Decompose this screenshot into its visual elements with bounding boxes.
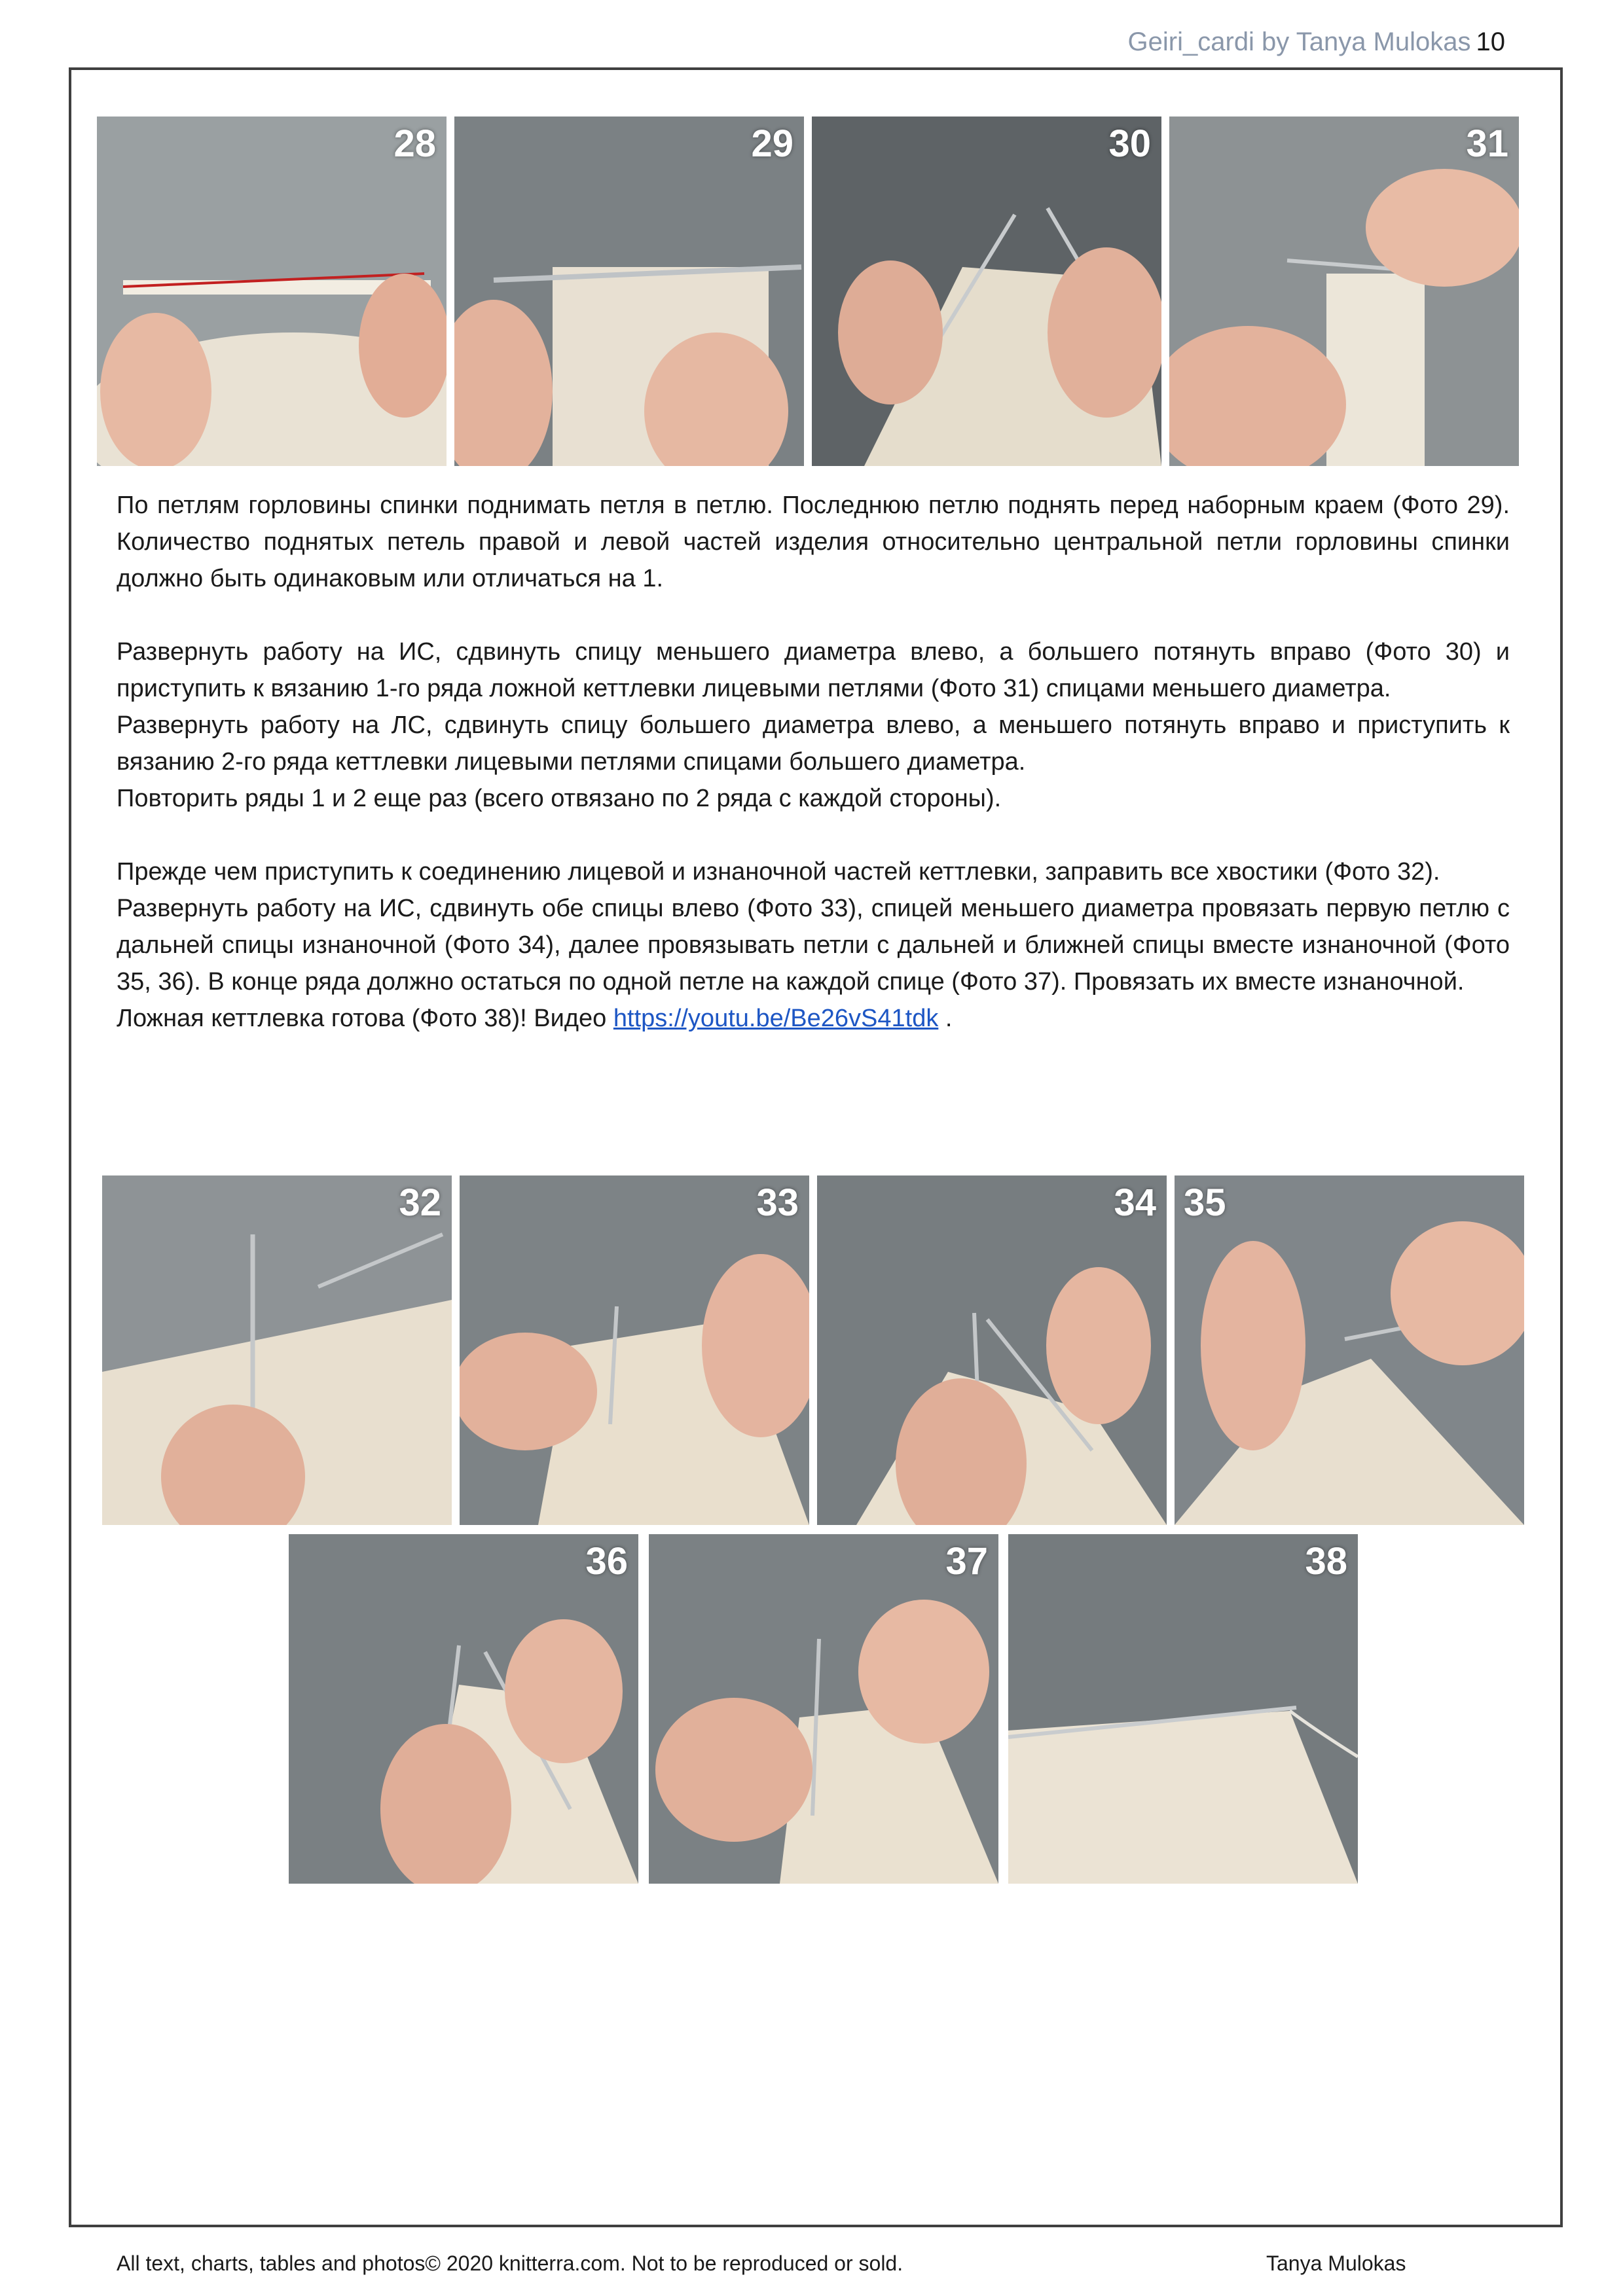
knitting-photo-image (454, 117, 804, 466)
knitting-photo-image (460, 1175, 809, 1525)
photo-30 (812, 117, 1161, 466)
photo-number: 33 (756, 1181, 799, 1224)
page-number: 10 (1476, 27, 1505, 56)
photo-38 (1008, 1534, 1358, 1884)
paragraph: Прежде чем приступить к соединению лицевой и изнаночной частей кеттлевки, заправить все хвостики (Фото 32). (117, 858, 1440, 886)
knitting-photo-image (1169, 117, 1519, 466)
photo-number: 31 (1466, 122, 1508, 165)
paragraph: Повторить ряды 1 и 2 еще раз (всего отвязано по 2 ряда с каждой стороны). (117, 785, 1002, 812)
photo-36 (289, 1534, 638, 1884)
photo-number: 29 (751, 122, 793, 165)
knitting-photo-image (817, 1175, 1167, 1525)
photo-33 (460, 1175, 809, 1525)
photo-number: 28 (393, 122, 436, 165)
photo-number: 32 (399, 1181, 441, 1224)
photo-35 (1175, 1175, 1524, 1525)
video-suffix: . (938, 1005, 953, 1032)
paragraph: Развернуть работу на ИС, сдвинуть обе спицы влево (Фото 33), спицей меньшего диаметра провязать первую петлю с дальней спицы изнаночной (Фото 34), далее провязывать петли с дальней и ближней спицы вместе изнаночной (Фото 35, 36). В конце ряда должно остаться по одной петле на каждой спице (Фото 37). Провязать их вместе изнаночной. (117, 895, 1510, 996)
knitting-photo-image (649, 1534, 998, 1884)
paragraph-video (117, 1000, 1510, 1037)
footer-author: Tanya Mulokas (1266, 2251, 1406, 2275)
page-header (1128, 27, 1505, 57)
photo-28 (97, 117, 447, 466)
photo-number: 37 (945, 1540, 988, 1583)
knitting-photo-image (1008, 1534, 1358, 1884)
photo-32 (102, 1175, 452, 1525)
knitting-photo-image (289, 1534, 638, 1884)
photo-number: 38 (1305, 1540, 1347, 1583)
knitting-photo-image (812, 117, 1161, 466)
paragraph: Развернуть работу на ИС, сдвинуть спицу меньшего диаметра влево, а большего потянуть вправо (Фото 30) и приступить к вязанию 1-го ряда ложной кеттлевки лицевыми петлями (Фото 31) спицами меньшего диаметра. (117, 638, 1510, 702)
photo-number: 34 (1114, 1181, 1156, 1224)
video-link[interactable]: https://youtu.be/Be26vS41tdk (613, 1005, 939, 1032)
photo-29 (454, 117, 804, 466)
photo-number: 35 (1184, 1181, 1226, 1224)
video-label: Ложная кеттлевка готова (Фото 38)! Видео (117, 1005, 613, 1032)
photo-number: 36 (585, 1540, 628, 1583)
knitting-photo-image (102, 1175, 452, 1525)
photo-number: 30 (1108, 122, 1151, 165)
photo-31 (1169, 117, 1519, 466)
photo-37 (649, 1534, 998, 1884)
knitting-photo-image (1175, 1175, 1524, 1525)
paragraph: По петлям горловины спинки поднимать петля в петлю. Последнюю петлю поднять перед наборным краем (Фото 29). Количество поднятых петель правой и левой частей изделия относительно центральной петли горловины спинки должно быть одинаковым или отличаться на 1. (117, 492, 1510, 592)
knitting-photo-image (97, 117, 447, 466)
footer-copyright: All text, charts, tables and photos© 2020 knitterra.com. Not to be reproduced or sold. (117, 2251, 903, 2275)
paragraph: Развернуть работу на ЛС, сдвинуть спицу большего диаметра влево, а меньшего потянуть вправо и приступить к вязанию 2-го ряда кеттлевки лицевыми петлями спицами большего диаметра. (117, 711, 1510, 776)
document-title: Geiri_cardi by Tanya Mulokas (1127, 27, 1471, 56)
instructions-text (117, 487, 1510, 1037)
photo-34 (817, 1175, 1167, 1525)
